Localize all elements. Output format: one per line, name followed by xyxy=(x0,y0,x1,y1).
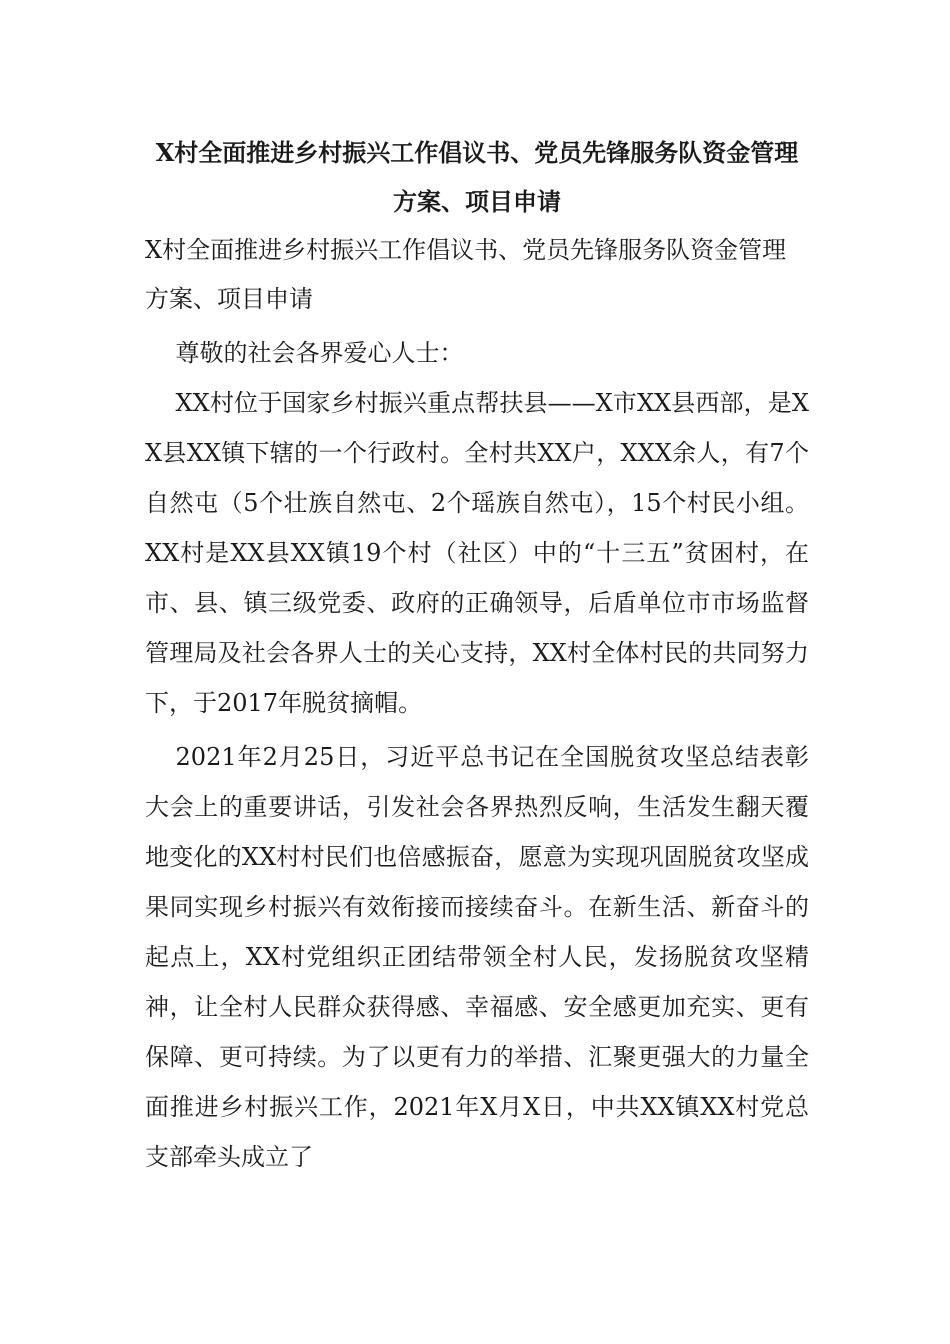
document-heading: X村全面推进乡村振兴工作倡议书、党员先锋服务队资金管理方案、项目申请 xyxy=(145,236,787,313)
document-page xyxy=(145,128,809,1182)
document-title: X村全面推进乡村振兴工作倡议书、党员先锋服务队资金管理方案、项目申请 xyxy=(155,138,799,216)
greeting: 尊敬的社会各界爱心人士： xyxy=(175,339,464,367)
paragraph-speech: 2021年2月25日，习近平总书记在全国脱贫攻坚总结表彰大会上的重要讲话，引发社会各界热烈反响，生活发生翻天覆地变化的XX村村民们也倍感振奋，愿意为实现巩固脱贫攻坚成果同实现乡村振兴有效衔接而接续奋斗。在新生活、新奋斗的起点上，XX村党组织正团结带领全村人民，发扬脱贫攻坚精神，让全村人民群众获得感、幸福感、安全感更加充实、更有保障、更可持续。为了以更有力的举措、汇聚更强大的力量全面推进乡村振兴工作，2021年X月X日，中共XX镇XX村党总支部牵头成立了 xyxy=(145,743,809,1171)
paragraph-intro: XX村位于国家乡村振兴重点帮扶县——X市XX县西部，是XX县XX镇下辖的一个行政村。全村共XX户，XXX余人，有7个自然屯（5个壮族自然屯、2个瑶族自然屯），15个村民小组。XX村是XX县XX镇19个村（社区）中的“十三五”贫困村，在市、县、镇三级党委、政府的正确领导，后盾单位市市场监督管理局及社会各界人士的关心支持，XX村全体村民的共同努力下，于2017年脱贫摘帽。 xyxy=(145,389,809,717)
